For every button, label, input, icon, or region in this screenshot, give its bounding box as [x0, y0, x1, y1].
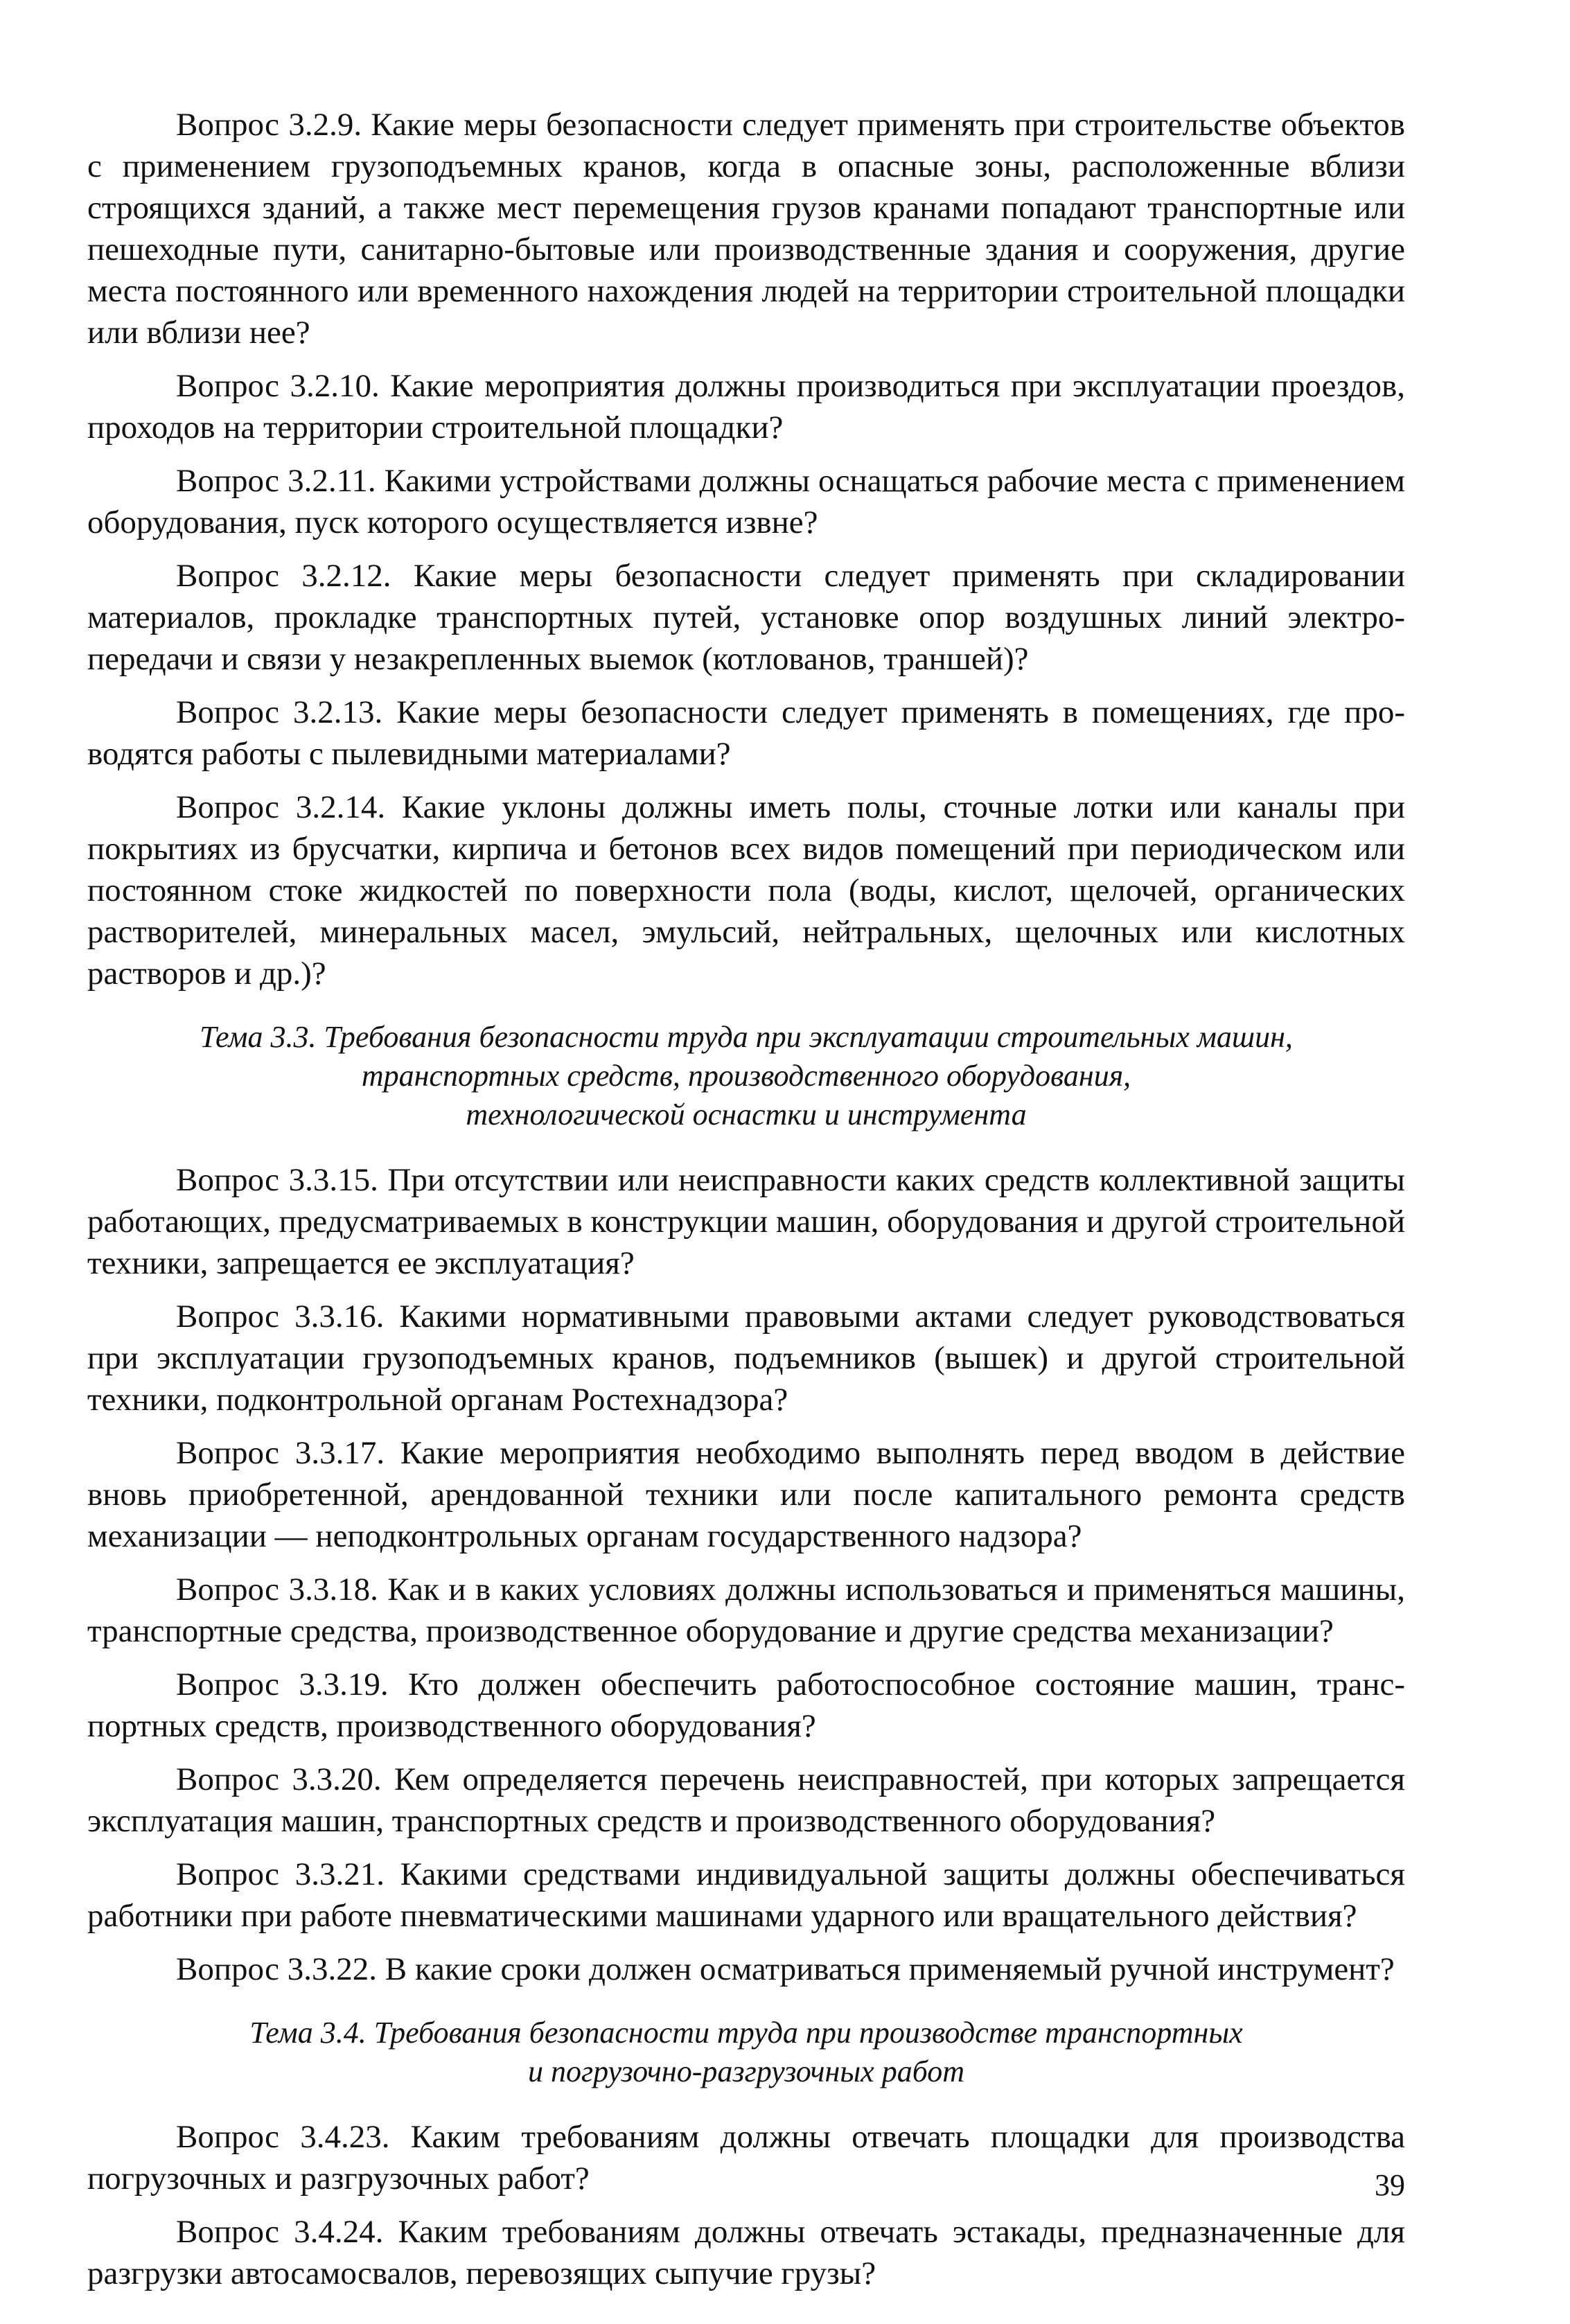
topic-3-4-heading — [87, 2014, 1405, 2091]
topic-3-4-line-1: Тема 3.4. Требования безопасности труда при производстве транспортных — [249, 2016, 1243, 2050]
question-3-3-17: Вопрос 3.3.17. Какие мероприятия необходимо выполнять перед вводом в действие вновь приобретенной, арендованной техники или после капитального ремонта средств механизации — неподконтрольных органам государственного надзора? — [87, 1435, 1405, 1554]
topic-3-3-heading — [87, 1018, 1405, 1134]
question-3-2-11: Вопрос 3.2.11. Какими устройствами должны оснащаться рабочие места с применением оборудования, пуск которого осуществляется извне? — [87, 463, 1405, 540]
question-3-4-23: Вопрос 3.4.23. Каким требованиям должны отвечать площадки для производства погрузочных и разгрузочных работ? — [87, 2119, 1405, 2197]
topic-3-4-line-2: и погрузочно-разгрузочных работ — [527, 2054, 965, 2088]
question-3-2-14: Вопрос 3.2.14. Какие уклоны должны иметь полы, сточные лотки или каналы при покрытиях из брусчатки, кирпича и бетонов всех видов помещений при периодическом или постоянном стоке жидкостей по поверхности пола (воды, кислот, щелочей, органических растворителей, минеральных масел, эмульсий, нейтральных, щелочных или кислотных растворов и др.)? — [87, 789, 1405, 992]
topic-3-3-line-2: транспортных средств, производственного оборудования, — [361, 1059, 1131, 1093]
question-3-4-24: Вопрос 3.4.24. Каким требованиям должны отвечать эстакады, предназначенные для разгрузки автосамосвалов, перевозящих сыпучие грузы? — [87, 2214, 1405, 2291]
question-3-3-21: Вопрос 3.3.21. Какими средствами индивидуальной защиты должны обеспечиваться работники при работе пневматическими машинами ударного или вращательного действия? — [87, 1856, 1405, 1934]
question-3-2-13: Вопрос 3.2.13. Какие меры безопасности следует применять в помещениях, где проводятся работы с пылевидными материалами? — [87, 694, 1405, 772]
question-3-3-19: Вопрос 3.3.19. Кто должен обеспечить работоспособное состояние машин, транспортных средств, производственного оборудования? — [87, 1666, 1405, 1744]
question-3-3-18: Вопрос 3.3.18. Как и в каких условиях должны использоваться и применяться машины, транспортные средства, производственное оборудование и другие средства механизации? — [87, 1572, 1405, 1649]
question-3-2-10: Вопрос 3.2.10. Какие мероприятия должны производиться при эксплуатации проездов, проходов на территории строительной площадки? — [87, 368, 1405, 446]
topic-3-3-line-1: Тема 3.3. Требования безопасности труда при эксплуатации строительных машин, — [200, 1020, 1293, 1054]
question-3-3-16: Вопрос 3.3.16. Какими нормативными правовыми актами следует руководствоваться при эксплуатации грузоподъемных кранов, подъемников (вышек) и другой строительной техники, подконтрольной органам Ростехнадзора? — [87, 1299, 1405, 1418]
document-page — [87, 104, 1405, 2306]
question-3-3-20: Вопрос 3.3.20. Кем определяется перечень неисправностей, при которых запрещается эксплуатация машин, транспортных средств и производственного оборудования? — [87, 1761, 1405, 1839]
topic-3-3-line-3: технологической оснастки и инструмента — [466, 1098, 1027, 1132]
page-number: 39 — [1375, 2168, 1405, 2202]
question-3-2-9: Вопрос 3.2.9. Какие меры безопасности следует применять при строительстве объектов с применением грузоподъемных кранов, когда в опасные зоны, расположенные вблизи строящихся зданий, а также мест перемещения грузов кранами попадают транспортные или пешеходные пути, санитарно-бытовые или производственные здания и сооружения, другие места постоянного или временного нахождения людей на территории строительной площадки или вблизи нее? — [87, 107, 1405, 351]
question-3-3-15: Вопрос 3.3.15. При отсутствии или неисправности каких средств коллективной защиты работающих, предусматриваемых в конструкции машин, оборудования и другой строительной техники, запрещается ее эксплуатация? — [87, 1162, 1405, 1281]
question-3-2-12: Вопрос 3.2.12. Какие меры безопасности следует применять при складировании материалов, прокладке транспортных путей, установке опор воздушных линий электропередачи и связи у незакрепленных выемок (котлованов, траншей)? — [87, 558, 1405, 677]
question-3-3-22: Вопрос 3.3.22. В какие сроки должен осматриваться применяемый ручной инструмент? — [176, 1951, 1395, 1987]
